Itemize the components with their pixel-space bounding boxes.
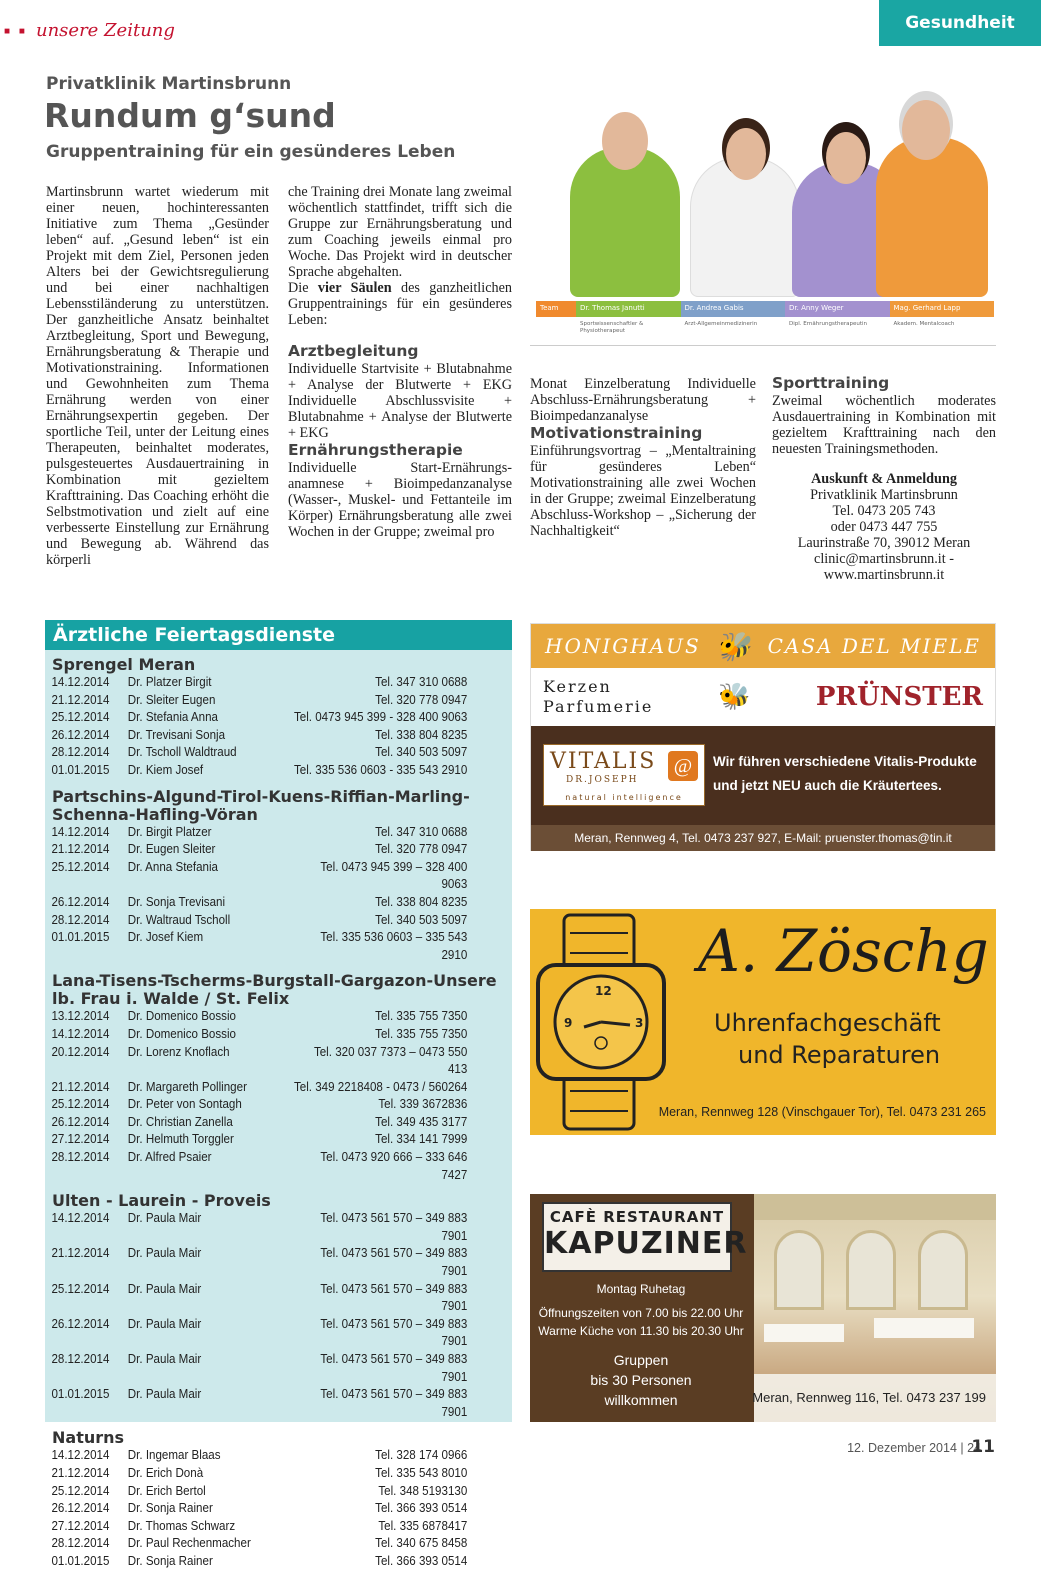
footer-date: 12. Dezember 2014 | 24: [847, 1441, 981, 1455]
duty-phone: Tel. 335 536 0603 – 335 543 2910: [320, 930, 468, 962]
kapuziner-groups: [530, 1350, 752, 1410]
duty-phone: Tel. 338 804 8235: [375, 727, 468, 742]
ern-text: Individuelle Start-Ernährungsanamnese + Bioimpedanzanalyse (Wasser-, Muskel- und Fettanteile im Körper) Ernährungsberatung alle zwei Wochen in der Gruppe; zweimal pro: [288, 460, 512, 540]
strip-name: Dr. Anny Weger: [785, 301, 890, 317]
duty-doctor: Dr. Peter von Sontagh: [127, 1097, 242, 1112]
duty-row: [45, 1026, 475, 1044]
duty-phone: Tel. 328 174 0966: [375, 1448, 468, 1463]
duty-phone: Tel. 0473 945 399 - 328 400 9063: [293, 710, 468, 725]
duty-date: 20.12.2014: [51, 1044, 110, 1059]
duty-phone: Tel. 340 675 8458: [375, 1536, 468, 1551]
duty-doctor: Dr. Ingemar Blaas: [127, 1448, 221, 1463]
duty-date: 14.12.2014: [51, 1211, 110, 1226]
heading-sporttraining: Sporttraining: [772, 374, 890, 392]
duty-row: [45, 1008, 475, 1026]
table: [874, 1318, 974, 1338]
duty-date: 14.12.2014: [51, 675, 110, 689]
vitalis-wordmark: VITALIS: [550, 749, 657, 774]
duty-doctor: Dr. Tscholl Waldtraud: [127, 745, 237, 760]
duty-date: 25.12.2014: [51, 1097, 110, 1112]
duty-phone: Tel. 0473 561 570 – 349 883 7901: [320, 1316, 468, 1349]
arzt-text: Individuelle Startvisite + Blutabnahme + Analyse der Blutwerte + EKG Individuelle Abschlussvisite + Blutabnahme + Analyse der Blutwerte + EKG: [288, 361, 512, 441]
duty-row: [45, 1447, 475, 1465]
duty-phone: Tel. 0473 920 666 – 333 646 7427: [320, 1150, 468, 1182]
role: Arzt-Allgemeinmedizinerin: [684, 321, 758, 327]
ad-honighaus-text: [713, 750, 977, 798]
duty-row: [45, 744, 475, 762]
duty-row: [45, 1483, 475, 1501]
duty-doctor: Dr. Paula Mair: [127, 1387, 202, 1402]
product-line: Kerzen: [543, 677, 612, 696]
duty-doctor: Dr. Erich Donà: [127, 1465, 204, 1480]
duty-date: 26.12.2014: [51, 1114, 110, 1129]
kapuziner-logo: [542, 1202, 748, 1272]
duty-row: [45, 1079, 475, 1097]
duty-phone: Tel. 0473 561 570 – 349 883 7901: [320, 1387, 468, 1419]
contact-title: Auskunft & Anmeldung: [811, 471, 957, 487]
duty-doctor: Dr. Stefania Anna: [127, 710, 218, 725]
duty-row: [45, 1500, 475, 1518]
duty-row: [45, 894, 475, 912]
ad-honighaus[interactable]: [530, 623, 996, 851]
contact-line: Laurinstraße 70, 39012 Meran: [797, 535, 971, 551]
duty-date: 27.12.2014: [51, 1518, 110, 1533]
watch-numeral-3: 3: [635, 1016, 644, 1030]
duty-phone: Tel. 335 755 7350: [375, 1026, 468, 1041]
duty-row: [45, 674, 475, 692]
kapuziner-hours-2: Warme Küche von 11.30 bis 20.30 Uhr: [538, 1324, 744, 1338]
duty-row: [45, 1386, 475, 1421]
vitalis-tagline: natural intelligence: [565, 793, 683, 802]
window: [918, 1230, 968, 1310]
person-3-head: [826, 132, 866, 184]
restaurant-photo: [754, 1194, 996, 1422]
duty-row: [45, 1114, 475, 1132]
duty-row: [45, 709, 475, 727]
duty-doctor: Dr. Josef Kiem: [127, 930, 204, 945]
strip-name: Dr. Andrea Gabis: [681, 301, 786, 317]
duty-row: [45, 727, 475, 745]
heading-motivationstraining: Motivationstraining: [530, 424, 703, 442]
duty-date: 25.12.2014: [51, 1483, 110, 1498]
duty-doctor: Dr. Sleiter Eugen: [127, 692, 216, 707]
section-tag: Gesundheit: [879, 0, 1041, 46]
strip-name: Mag. Gerhard Lapp: [890, 301, 995, 317]
page-number: 11: [971, 1437, 995, 1457]
duty-doctor: Dr. Trevisani Sonja: [127, 727, 226, 742]
article-col-2: [288, 184, 512, 540]
duty-phone: Tel. 0473 561 570 – 349 883 7901: [320, 1211, 468, 1243]
heading-ernaehrungstherapie: Ernährungstherapie: [288, 441, 463, 459]
duty-date: 25.12.2014: [51, 1281, 110, 1296]
duty-row: [45, 912, 475, 930]
duty-phone: Tel. 334 141 7999: [375, 1132, 468, 1147]
pillars-bold: vier Säulen: [317, 280, 392, 296]
bee-icon: 🐝: [718, 682, 751, 711]
duty-date: 13.12.2014: [51, 1009, 110, 1024]
duty-phone: Tel. 339 3672836: [378, 1097, 468, 1112]
duty-doctor: Dr. Helmuth Torggler: [127, 1132, 234, 1147]
contact-website[interactable]: www.martinsbrunn.it: [823, 567, 945, 583]
duty-doctor: Dr. Alfred Psaier: [127, 1150, 212, 1165]
strip-name: Dr. Thomas Janutti: [576, 301, 681, 317]
feiertag-title: Ärztliche Feiertagsdienste: [45, 620, 512, 650]
duty-phone: Tel. 366 393 0514: [375, 1501, 468, 1516]
duty-doctor: Dr. Paula Mair: [127, 1246, 202, 1261]
duty-date: 26.12.2014: [51, 727, 110, 742]
duty-phone: Tel. 335 543 8010: [375, 1465, 468, 1480]
duty-phone: Tel. 320 778 0947: [375, 692, 468, 707]
duty-doctor: Dr. Sonja Rainer: [127, 1501, 213, 1516]
duty-doctor: Dr. Birgit Platzer: [127, 824, 212, 839]
duty-date: 21.12.2014: [51, 842, 110, 857]
ad-text-line: und jetzt NEU auch die Kräutertees.: [713, 778, 942, 793]
duty-row: [45, 1465, 475, 1483]
duty-phone: Tel. 347 310 0688: [375, 675, 468, 689]
contact-block: [772, 471, 996, 583]
duty-date: 27.12.2014: [51, 1132, 110, 1147]
duty-date: 28.12.2014: [51, 1536, 110, 1551]
mot-text: Einführungsvortrag – „Mentaltraining für gesünderes Leben“ Motivationstraining alle zwei Wochen in der Gruppe; zweimal Einzelberatung Abschluss-Workshop – „Sicherung der Nachhaltigkeit“: [530, 443, 756, 539]
zoeschg-logo: A. Zöschg: [698, 917, 989, 985]
kapuziner-rest-day: Montag Ruhetag: [596, 1282, 686, 1296]
person-2-head: [726, 128, 766, 180]
duty-row: [45, 1553, 475, 1571]
groups-line: bis 30 Personen: [590, 1372, 692, 1388]
vitalis-logo: [543, 744, 705, 806]
col1-text: Martinsbrunn wartet wiederum mit einer neuen, hochinteressanten Initiative zum Thema „Gesünder leben“ auf. „Gesund leben“ ist ein Projekt mit dem Ziel, Personen jeden Alters bei der Gewichtsregulierung und bei einer nachhaltigen Lebensstiländerung zu unterstützen. Der ganzheitliche Ansatz beinhaltet Arztbegleitung, Sport und Bewegung, Ernährungsberatung & Therapie und Motivationstraining. Informationen und Gewohnheiten zum Thema Ernährung werden von einer Ernährungsexpertin gegeben. Der sportliche Teil, unter der Leitung eines Therapeuten, beinhaltet moderates, pulsgesteuertes Ausdauertraining in Kombination mit gezieltem Krafttraining. Das Coaching erhöht die Selbstmotivation und zielt auf eine verbesserte Einstellung zur Ernährung und Bewegung ab. Während das körperli: [46, 184, 269, 568]
duty-row: [45, 762, 475, 780]
district-heading: Partschins-Algund-Tirol-Kuens-Riffian-Marling-Schenna-Hafling-Vöran: [52, 786, 470, 824]
ad-honighaus-bottom: [531, 726, 995, 851]
ad-honighaus-products: [543, 677, 653, 717]
duty-phone: Tel. 0473 561 570 – 349 883 7901: [320, 1246, 468, 1279]
duty-date: 28.12.2014: [51, 1150, 110, 1165]
duty-row: [45, 1281, 475, 1316]
district-heading: Lana-Tisens-Tscherms-Burgstall-Gargazon-Unsere lb. Frau i. Walde / St. Felix: [52, 971, 497, 1009]
team-photo: [530, 84, 996, 346]
ad-honighaus-banner: [531, 624, 995, 668]
duty-date: 28.12.2014: [51, 745, 110, 760]
duty-date: 25.12.2014: [51, 859, 110, 874]
duty-phone: Tel. 0473 561 570 – 349 883 7901: [320, 1352, 468, 1384]
zoeschg-address: Meran, Rennweg 128 (Vinschgauer Tor), Tel. 0473 231 265: [658, 1105, 986, 1119]
duty-row: [45, 692, 475, 710]
duty-doctor: Dr. Margareth Pollinger: [127, 1079, 247, 1094]
kapuziner-logo-main: KAPUZINER: [544, 1226, 748, 1261]
zoeschg-line-1: Uhrenfachgeschäft: [714, 1009, 941, 1037]
duty-doctor: Dr. Waltraud Tscholl: [127, 912, 231, 927]
district-heading: Ulten - Laurein - Proveis: [52, 1191, 271, 1211]
vitalis-sub: DR.JOSEPH: [566, 775, 639, 785]
duty-row: [45, 929, 475, 964]
duty-doctor: Dr. Eugen Sleiter: [127, 842, 216, 857]
groups-line: Gruppen: [613, 1352, 669, 1368]
contact-email[interactable]: clinic@martinsbrunn.it -: [814, 551, 954, 567]
duty-row: [45, 1044, 475, 1079]
duty-date: 14.12.2014: [51, 1448, 110, 1463]
duty-row: [45, 1149, 475, 1184]
duty-row: [45, 859, 475, 894]
duty-row: [45, 824, 475, 842]
duty-row: [45, 1210, 475, 1245]
person-1-head: [602, 112, 648, 170]
duty-doctor: Dr. Domenico Bossio: [127, 1009, 236, 1024]
duty-phone: Tel. 340 503 5097: [375, 745, 468, 760]
article-col-3: [530, 376, 756, 539]
ad-kapuziner[interactable]: [530, 1194, 996, 1422]
duty-doctor: Dr. Paula Mair: [127, 1281, 202, 1296]
duty-doctor: Dr. Paul Rechenmacher: [127, 1536, 251, 1551]
duty-phone: Tel. 349 435 3177: [375, 1114, 468, 1129]
duty-row: [45, 1518, 475, 1536]
contact-line: Tel. 0473 205 743: [832, 503, 936, 519]
pillars-pre: Die: [288, 280, 318, 296]
duty-date: 26.12.2014: [51, 1501, 110, 1516]
bee-icon: 🐝: [715, 629, 753, 663]
feiertagsdienste-box: [45, 620, 512, 1568]
district-heading: Naturns: [52, 1428, 125, 1448]
zoeschg-line-2: und Reparaturen: [738, 1041, 941, 1069]
article-col-4: [772, 374, 996, 583]
duty-date: 14.12.2014: [51, 1026, 110, 1041]
kapuziner-info-panel: [530, 1194, 752, 1422]
duty-doctor: Dr. Thomas Schwarz: [127, 1518, 236, 1533]
brand-logo: unsere Zeitung: [36, 20, 175, 41]
col2-pillars: [288, 280, 512, 328]
role: Sportwissenschaftler & Physiotherapeut: [580, 321, 644, 334]
role: [536, 319, 576, 339]
duty-doctor: Dr. Lorenz Knoflach: [127, 1044, 230, 1059]
duty-row: [45, 1131, 475, 1149]
duty-row: [45, 1245, 475, 1280]
duty-phone: Tel. 348 5193130: [378, 1483, 468, 1498]
window: [846, 1230, 896, 1310]
duty-row: [45, 1535, 475, 1553]
duty-phone: Tel. 335 536 0603 - 335 543 2910: [293, 762, 468, 777]
honighaus-title: HONIGHAUS: [545, 634, 701, 658]
pruenster-brand: PRÜNSTER: [815, 682, 983, 712]
heading-arztbegleitung: Arztbegleitung: [288, 342, 419, 360]
duty-date: 26.12.2014: [51, 894, 110, 909]
table: [764, 1324, 844, 1342]
duty-phone: Tel. 335 755 7350: [375, 1009, 468, 1024]
duty-doctor: Dr. Paula Mair: [127, 1316, 202, 1331]
watch-numeral-9: 9: [564, 1016, 573, 1030]
ceiling: [754, 1194, 996, 1220]
duty-date: 26.12.2014: [51, 1316, 110, 1331]
duty-date: 01.01.2015: [51, 762, 110, 777]
role: Dipl. Ernährungstherapeutin: [789, 321, 868, 327]
duty-doctor: Dr. Sonja Trevisani: [127, 894, 226, 909]
article-headline: Rundum g‘sund: [44, 96, 336, 135]
groups-line: willkommen: [604, 1392, 678, 1408]
spiral-icon: @: [668, 751, 698, 781]
duty-date: 25.12.2014: [51, 710, 110, 725]
pillars-post: des ganzheitlichen Gruppentrainings für ein gesünderes Leben:: [288, 280, 512, 328]
col3-text: Monat Einzelberatung Individuelle Abschluss-Ernährungsberatung + Bioimpedanzanalyse: [530, 376, 756, 424]
contact-line: Privatklinik Martinsbrunn: [810, 487, 958, 503]
duty-doctor: Dr. Paula Mair: [127, 1211, 202, 1226]
sport-text: Zweimal wöchentlich moderates Ausdauertraining in Kombination mit gezieltem Krafttraining nach den neuesten Trainingsmethoden.: [772, 393, 996, 457]
feiertag-groups: [45, 650, 512, 1571]
duty-doctor: Dr. Domenico Bossio: [127, 1026, 236, 1041]
kapuziner-logo-top: CAFÈ RESTAURANT: [549, 1208, 725, 1226]
duty-date: 28.12.2014: [51, 912, 110, 927]
team-name-strip: [536, 301, 994, 317]
contact-line: oder 0473 447 755: [830, 519, 938, 535]
duty-row: [45, 1316, 475, 1351]
duty-doctor: Dr. Christian Zanella: [127, 1114, 233, 1129]
duty-row: [45, 1096, 475, 1114]
duty-doctor: Dr. Sonja Rainer: [127, 1553, 213, 1568]
duty-row: [45, 1351, 475, 1386]
article-subhead: Gruppentraining für ein gesünderes Leben: [46, 142, 456, 162]
team-roles: [536, 319, 994, 339]
kapuziner-address: Meran, Rennweg 116, Tel. 0473 237 199: [752, 1390, 986, 1405]
duty-row: [45, 841, 475, 859]
duty-date: 21.12.2014: [51, 1465, 110, 1480]
duty-date: 01.01.2015: [51, 1553, 110, 1568]
duty-doctor: Dr. Erich Bertol: [127, 1483, 206, 1498]
casa-del-miele-title: CASA DEL MIELE: [767, 634, 981, 658]
duty-date: 21.12.2014: [51, 1079, 110, 1094]
duty-phone: Tel. 335 6878417: [378, 1518, 468, 1533]
article-kicker: Privatklinik Martinsbrunn: [46, 74, 292, 94]
duty-doctor: Dr. Anna Stefania: [127, 859, 218, 874]
duty-phone: Tel. 320 778 0947: [375, 842, 468, 857]
duty-phone: Tel. 0473 561 570 – 349 883 7901: [320, 1281, 468, 1314]
strip-label: Team: [536, 301, 576, 317]
col2-intro: che Training drei Monate lang zweimal wöchentlich stattfindet, trifft sich die Gruppe zur Ernährungsberatung und zum Coaching jeweils einmal pro Woche. Das Projekt wird in deutscher Sprache abgehalten.: [288, 184, 512, 280]
duty-date: 01.01.2015: [51, 930, 110, 945]
duty-doctor: Dr. Paula Mair: [127, 1352, 202, 1366]
district-heading: Sprengel Meran: [52, 655, 196, 674]
duty-phone: Tel. 338 804 8235: [375, 894, 468, 909]
duty-phone: Tel. 366 393 0514: [375, 1553, 468, 1568]
duty-date: 21.12.2014: [51, 1246, 110, 1261]
duty-phone: Tel. 0473 945 399 – 328 400 9063: [320, 859, 468, 892]
duty-phone: Tel. 349 2218408 - 0473 / 560264: [293, 1079, 468, 1094]
article-col-1: [46, 184, 269, 568]
duty-date: 28.12.2014: [51, 1352, 110, 1366]
watch-numeral-12: 12: [595, 984, 612, 998]
ad-honighaus-address: Meran, Rennweg 4, Tel. 0473 237 927, E-Mail: pruenster.thomas@tin.it: [531, 825, 995, 851]
ad-text-line: Wir führen verschiedene Vitalis-Produkte: [713, 754, 977, 769]
brand-marker: ■ ■: [4, 26, 28, 37]
ad-honighaus-mid: [531, 668, 995, 726]
duty-phone: Tel. 347 310 0688: [375, 824, 468, 839]
duty-doctor: Dr. Kiem Josef: [127, 762, 204, 777]
role: Akadem. Mentalcoach: [893, 321, 955, 327]
person-4-head: [902, 100, 950, 160]
watch-icon: [534, 913, 684, 1131]
duty-date: 01.01.2015: [51, 1387, 110, 1402]
window: [774, 1230, 824, 1310]
person-4: [876, 137, 988, 297]
ad-zoeschg[interactable]: [530, 909, 996, 1135]
kapuziner-hours-1: Öffnungszeiten von 7.00 bis 22.00 Uhr: [538, 1306, 744, 1320]
duty-date: 14.12.2014: [51, 824, 110, 839]
duty-phone: Tel. 340 503 5097: [375, 912, 468, 927]
duty-date: 21.12.2014: [51, 692, 110, 707]
duty-phone: Tel. 320 037 7373 – 0473 550 413: [313, 1044, 468, 1077]
product-line: Parfumerie: [543, 697, 654, 716]
duty-doctor: Dr. Platzer Birgit: [127, 675, 212, 689]
